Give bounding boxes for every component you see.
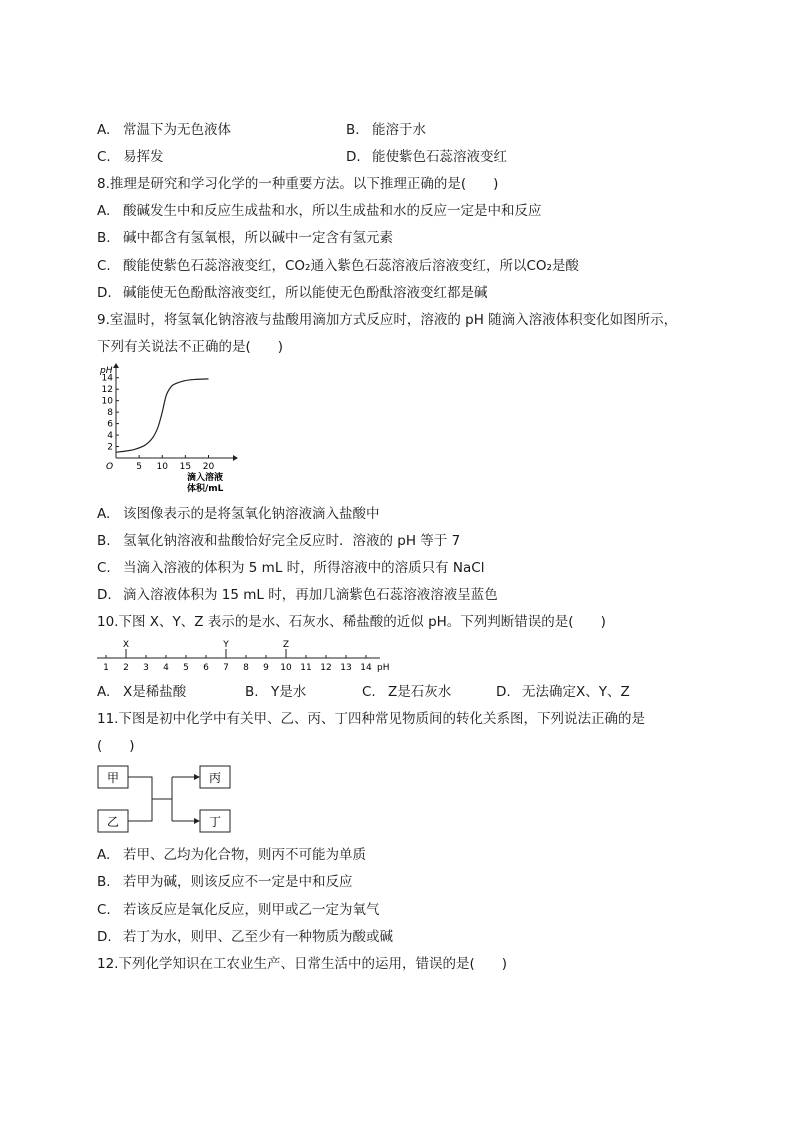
ph-scale-tick-label: 6	[203, 663, 209, 673]
ph-scale-tick-label: 7	[223, 663, 229, 673]
y-axis-arrow	[113, 363, 119, 368]
y-tick-label: 4	[107, 431, 113, 442]
y-tick-label: 14	[101, 373, 113, 384]
q7-option-c: C. 易挥发	[97, 149, 164, 165]
ph-scale-tick-label: 11	[300, 663, 312, 673]
q11-option-c: C. 若该反应是氧化反应，则甲或乙一定为氧气	[97, 902, 380, 918]
y-tick-label: 10	[101, 396, 113, 407]
ph-scale-tick-label: 13	[340, 663, 352, 673]
q11-stem-line1: 11.下图是初中化学中有关甲、乙、丙、丁四种常见物质间的转化关系图，下列说法正确的是	[97, 711, 645, 727]
y-tick-label: 8	[107, 408, 113, 419]
q8-option-a: A. 酸碱发生中和反应生成盐和水，所以生成盐和水的反应一定是中和反应	[97, 203, 542, 219]
q8-option-d: D. 碱能使无色酚酞溶液变红，所以能使无色酚酞溶液变红都是碱	[97, 285, 488, 301]
ph-scale-tick-label: 14	[360, 663, 372, 673]
q9-option-c: C. 当滴入溶液的体积为 5 mL 时，所得溶液中的溶质只有 NaCl	[97, 560, 485, 576]
ph-scale-tick-label: 2	[123, 663, 129, 673]
q10-option-a: A. X是稀盐酸	[97, 684, 187, 700]
q11-option-a: A. 若甲、乙均为化合物，则丙不可能为单质	[97, 847, 366, 863]
q9-option-b: B. 氢氧化钠溶液和盐酸恰好完全反应时．溶液的 pH 等于 7	[97, 533, 461, 549]
q9-option-d: D. 滴入溶液体积为 15 mL 时，再加几滴紫色石蕊溶液溶液呈蓝色	[97, 587, 498, 603]
q10-option-c: C. Z是石灰水	[362, 684, 452, 700]
x-axis-label-line2: 体积/mL	[187, 484, 224, 494]
ph-marker-label: Z	[282, 640, 290, 650]
ph-scale-tick-label: 1	[103, 663, 109, 673]
ph-marker-label: Y	[223, 640, 229, 650]
q9-option-a: A. 该图像表示的是将氢氧化钠溶液滴入盐酸中	[97, 506, 380, 522]
q8-option-c: C. 酸能使紫色石蕊溶液变红，CO₂通入紫色石蕊溶液后溶液变红，所以CO₂是酸	[97, 258, 579, 274]
ph-curve-chart	[92, 362, 242, 496]
y-tick-label: 6	[107, 419, 113, 430]
reaction-diagram	[92, 760, 242, 836]
x-tick-label: 5	[136, 462, 142, 472]
q11-option-d: D. 若丁为水，则甲、乙至少有一种物质为酸或碱	[97, 929, 393, 945]
q10-option-d: D. 无法确定X、Y、Z	[496, 684, 630, 700]
x-tick-label: 20	[202, 462, 215, 472]
box-yi-label: 乙	[106, 815, 120, 829]
ph-scale-tick-label: 12	[320, 663, 332, 673]
q11-option-b: B. 若甲为碱，则该反应不一定是中和反应	[97, 874, 353, 890]
chart-axes	[113, 363, 238, 461]
q9-stem-line1: 9.室温时，将氢氧化钠溶液与盐酸用滴加方式反应时，溶液的 pH 随滴入溶液体积变化如图所示，	[97, 312, 678, 328]
y-tick-label: 12	[101, 385, 113, 396]
q12-stem: 12.下列化学知识在工农业生产、日常生活中的运用，错误的是( )	[97, 956, 508, 972]
ph-scale-tick-label: 10	[280, 663, 292, 673]
x-axis-arrow	[233, 455, 238, 461]
q8-stem: 8.推理是研究和学习化学的一种重要方法。以下推理正确的是( )	[97, 176, 499, 192]
q7-option-d: D. 能使紫色石蕊溶液变红	[346, 149, 507, 165]
ph-marker-label: X	[122, 640, 130, 650]
q9-stem-line2: 下列有关说法不正确的是( )	[97, 339, 284, 355]
q10-stem: 10.下图 X、Y、Z 表示的是水、石灰水、稀盐酸的近似 pH。下列判断错误的是( )	[97, 614, 606, 630]
chart-ticks	[102, 374, 215, 472]
ph-scale-unit: pH	[377, 663, 390, 673]
q7-option-a: A. 常温下为无色液体	[97, 122, 231, 138]
ph-scale-tick-label: 8	[243, 663, 249, 673]
box-bing-label: 丙	[208, 771, 222, 785]
ph-scale-tick-label: 5	[183, 663, 189, 673]
origin-label: O	[106, 462, 114, 472]
q8-option-b: B. 碱中都含有氢氧根，所以碱中一定含有氢元素	[97, 230, 393, 246]
chart-series	[116, 379, 209, 452]
box-ding-label: 丁	[208, 815, 222, 829]
ph-curve	[116, 379, 209, 452]
q11-stem-line2: ( )	[97, 738, 135, 754]
x-tick-label: 15	[179, 462, 192, 472]
ph-scale	[92, 638, 402, 674]
y-tick-label: 2	[107, 442, 113, 453]
x-axis-label-line1: 滴入溶液	[187, 473, 224, 483]
x-tick-label: 10	[156, 462, 168, 472]
ph-scale-tick-label: 4	[163, 663, 169, 673]
q7-option-b: B. 能溶于水	[346, 122, 426, 138]
ph-scale-tick-label: 9	[263, 663, 269, 673]
q10-option-b: B. Y是水	[245, 684, 307, 700]
y-axis-label: pH	[100, 366, 113, 376]
connector-lines	[128, 777, 172, 821]
ph-scale-tick-label: 3	[143, 663, 149, 673]
box-jia-label: 甲	[106, 771, 120, 785]
